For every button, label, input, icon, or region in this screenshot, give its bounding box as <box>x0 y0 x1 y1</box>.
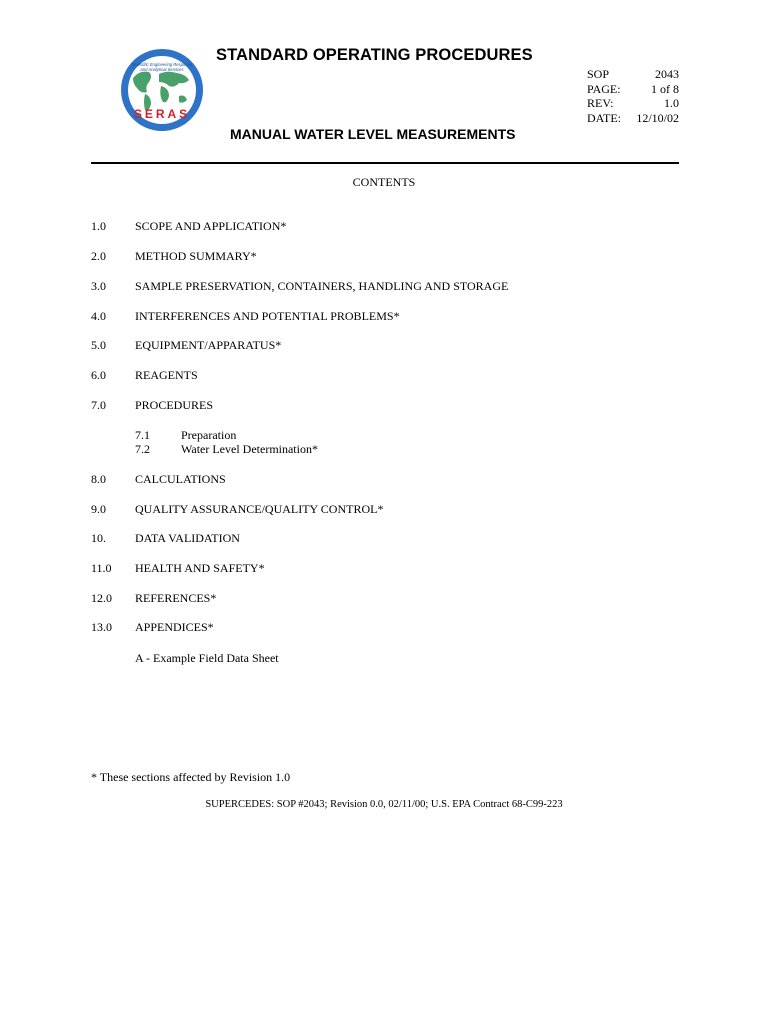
toc-number: 9.0 <box>91 502 106 516</box>
document-subtitle: MANUAL WATER LEVEL MEASUREMENTS <box>230 126 516 142</box>
meta-page-label: PAGE: <box>587 81 621 96</box>
supersedes-footer: SUPERCEDES: SOP #2043; Revision 0.0, 02/11/00; U.S. EPA Contract 68-C99-223 <box>205 799 563 810</box>
toc-number: 11.0 <box>91 561 112 575</box>
document-title: STANDARD OPERATING PROCEDURES <box>216 46 533 64</box>
meta-date-value: 12/10/02 <box>636 110 679 125</box>
meta-date-label: DATE: <box>587 110 621 125</box>
contents-heading: CONTENTS <box>352 175 416 189</box>
toc-title: PROCEDURES <box>135 398 214 412</box>
toc-title: SAMPLE PRESERVATION, CONTAINERS, HANDLING AND STORAGE <box>135 279 509 293</box>
toc-number: 10. <box>91 531 106 545</box>
meta-rev <box>587 96 679 111</box>
document-meta <box>587 67 679 125</box>
toc-sub-title: Water Level Determination* <box>181 442 318 456</box>
toc-number: 7.0 <box>91 398 106 412</box>
toc-title: REFERENCES* <box>135 591 217 605</box>
toc-title: DATA VALIDATION <box>135 531 240 545</box>
logo-tagline-line2: and Analytical Services <box>140 67 184 72</box>
meta-rev-label: REV: <box>587 96 614 110</box>
toc-title: INTERFERENCES AND POTENTIAL PROBLEMS* <box>135 309 400 323</box>
toc-number: 3.0 <box>91 279 106 293</box>
logo-text: SERAS <box>133 107 191 121</box>
toc-title: CALCULATIONS <box>135 472 226 486</box>
meta-sop-value: 2043 <box>655 67 679 81</box>
toc-title: METHOD SUMMARY* <box>135 249 257 263</box>
toc-number: 6.0 <box>91 368 106 382</box>
toc-title: EQUIPMENT/APPARATUS* <box>135 338 282 352</box>
toc-title: QUALITY ASSURANCE/QUALITY CONTROL* <box>135 502 384 516</box>
toc-title: HEALTH AND SAFETY* <box>135 561 265 575</box>
meta-page-value: 1 of 8 <box>651 81 679 96</box>
toc-number: 8.0 <box>91 472 106 486</box>
meta-sop-label: SOP <box>587 67 610 81</box>
seras-logo <box>119 40 205 140</box>
appendix-item: A - Example Field Data Sheet <box>135 651 279 665</box>
revision-note: * These sections affected by Revision 1.0 <box>91 770 291 784</box>
toc-number: 1.0 <box>91 219 106 233</box>
meta-date <box>587 111 679 126</box>
meta-rev-value: 1.0 <box>664 96 679 110</box>
toc-sub-number: 7.1 <box>135 428 150 442</box>
header-divider <box>91 162 679 164</box>
toc-number: 4.0 <box>91 309 106 323</box>
toc-number: 5.0 <box>91 338 106 352</box>
toc-number: 12.0 <box>91 591 112 605</box>
toc-sub-number: 7.2 <box>135 442 150 456</box>
toc-title: REAGENTS <box>135 368 198 382</box>
toc-number: 13.0 <box>91 620 112 634</box>
meta-page <box>587 82 679 97</box>
meta-sop <box>587 67 679 82</box>
toc-title: APPENDICES* <box>135 620 214 634</box>
toc-number: 2.0 <box>91 249 106 263</box>
logo-tagline-line1: Scientific Engineering Response <box>131 62 193 67</box>
toc-title: SCOPE AND APPLICATION* <box>135 219 287 233</box>
toc-sub-title: Preparation <box>181 428 237 442</box>
